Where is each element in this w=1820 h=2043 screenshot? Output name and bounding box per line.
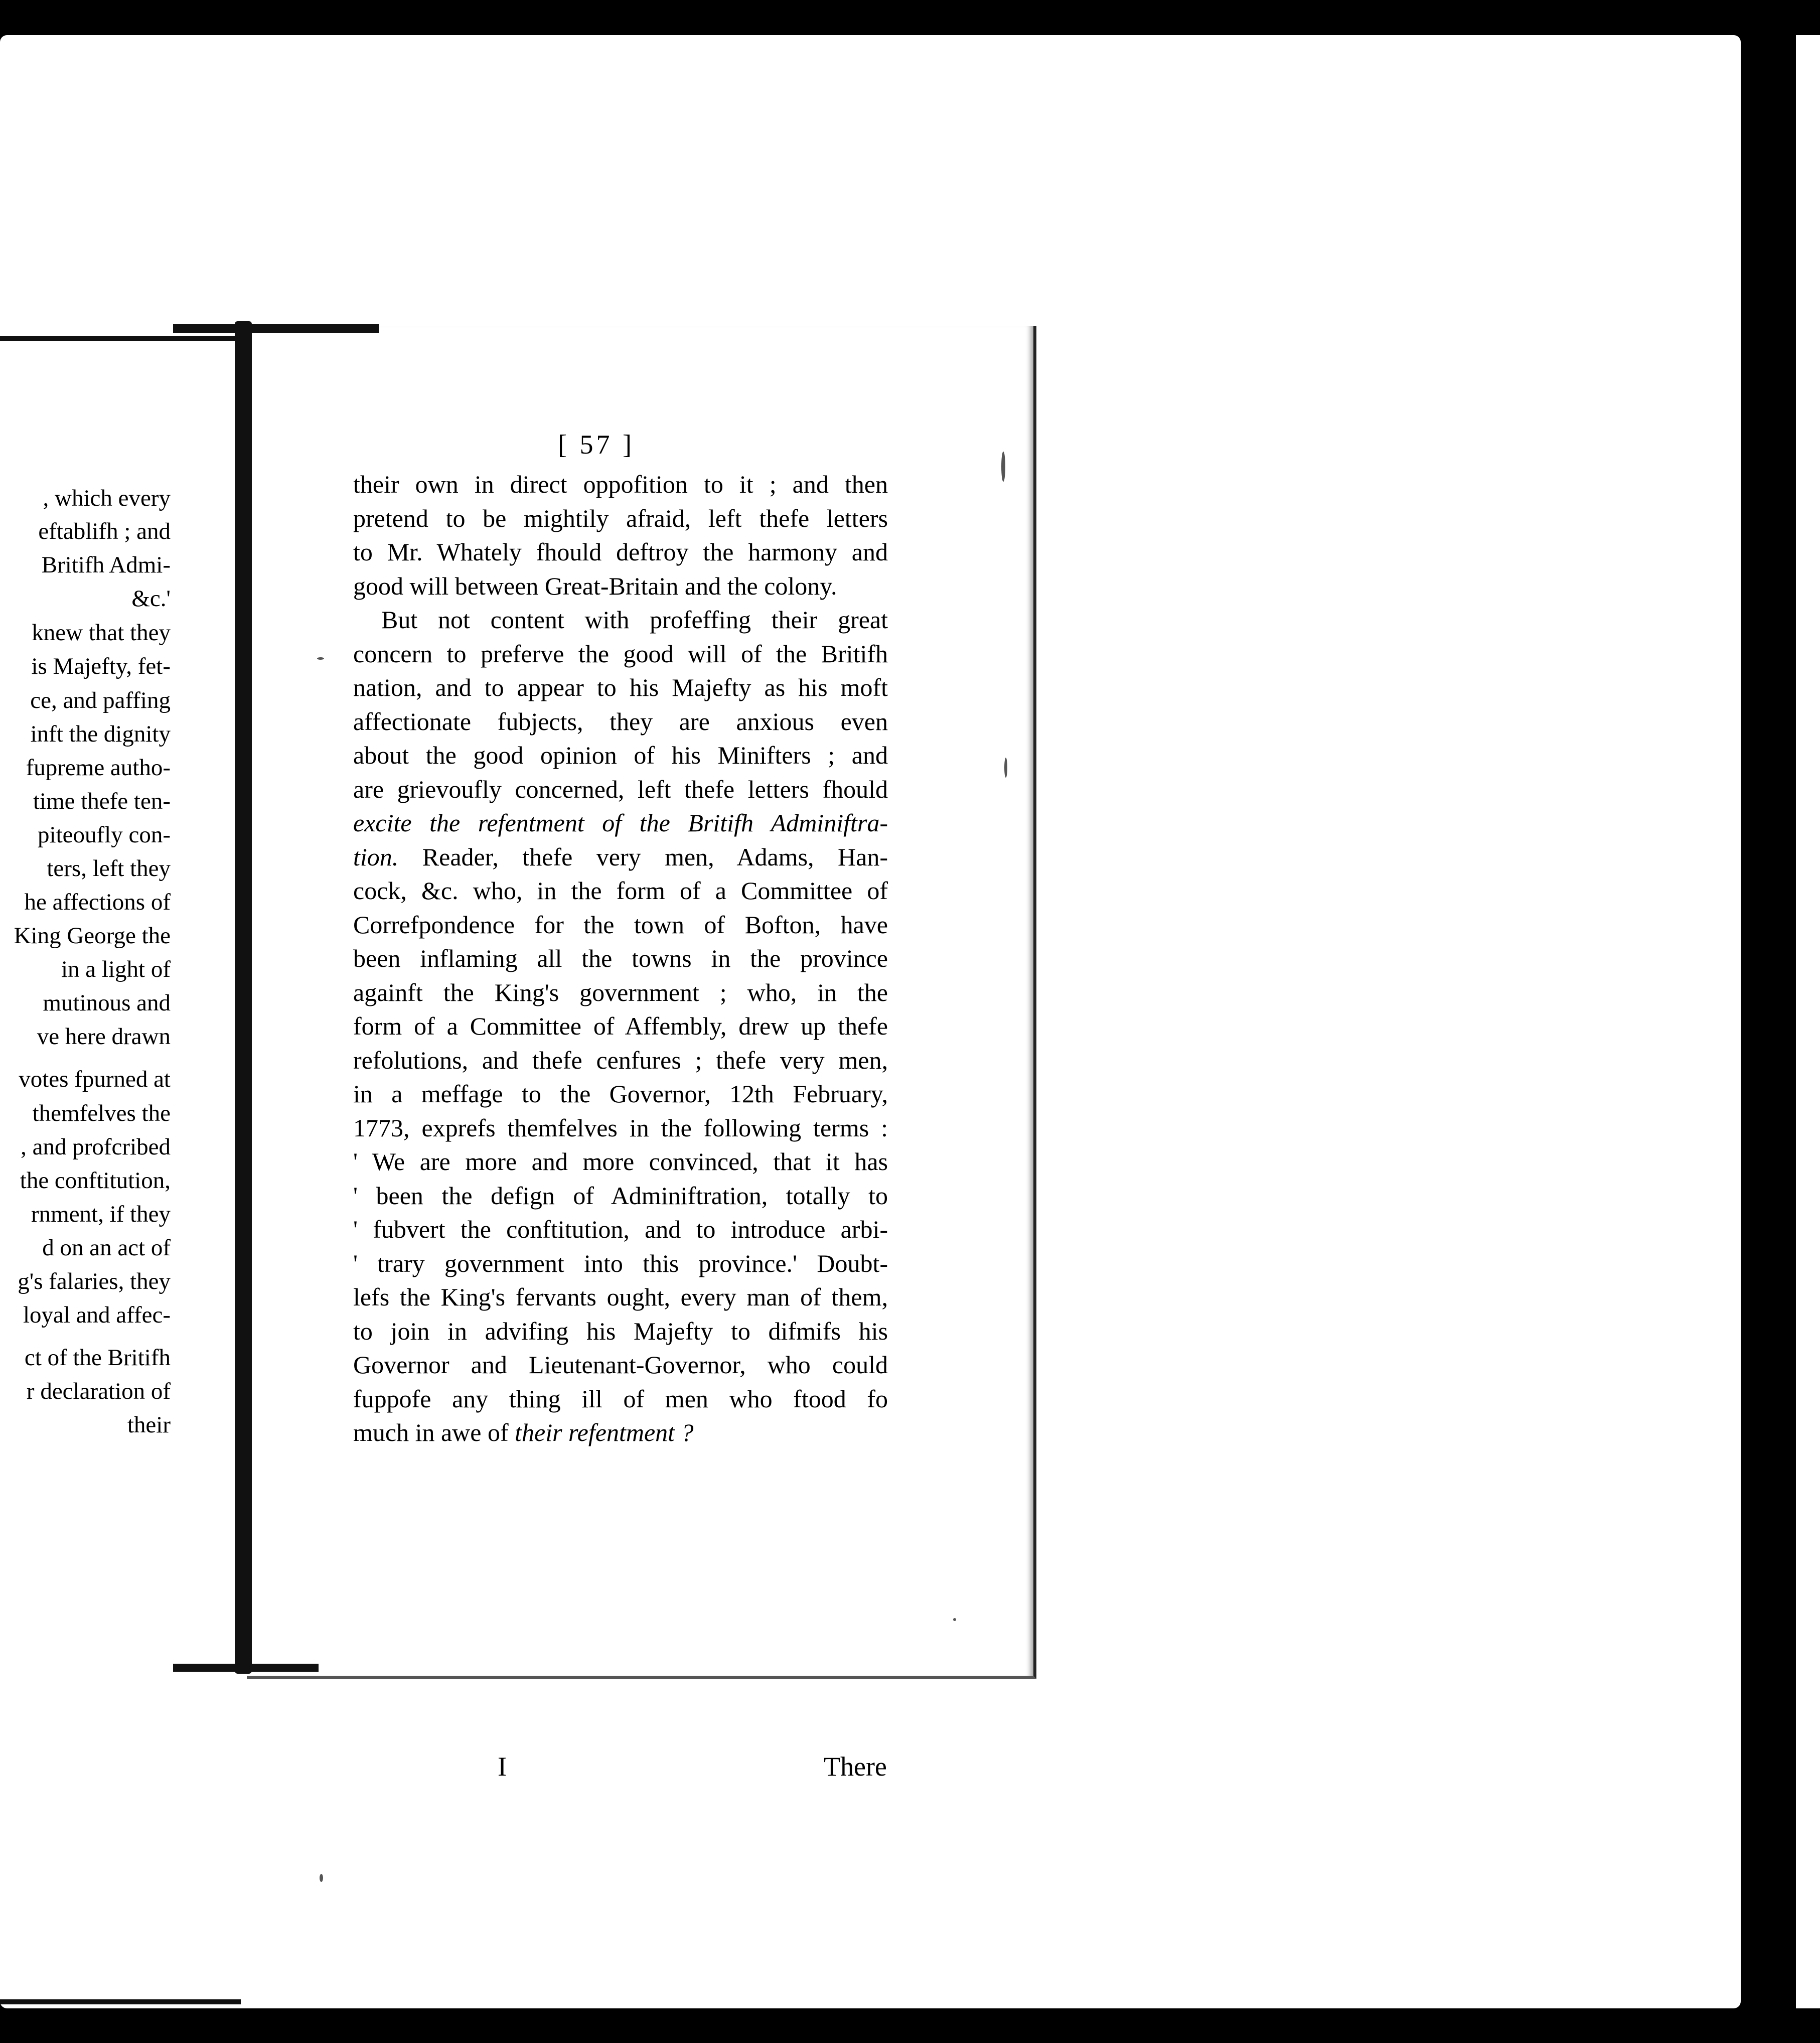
left-page-line: eftablifh ; and: [38, 518, 171, 544]
text-line: [353, 1213, 888, 1247]
page-edge-bottom: [173, 1664, 319, 1672]
text-line: [353, 1077, 888, 1111]
text-line: [353, 773, 888, 807]
left-page-line: mutinous and: [43, 990, 171, 1016]
text-span: in a meffage to the Governor, 12th February,: [353, 1080, 888, 1108]
text-line: [353, 874, 888, 908]
text-line: [353, 1348, 888, 1382]
left-page-line: ve here drawn: [37, 1024, 171, 1050]
text-line: [353, 705, 888, 739]
left-page-line: the conftitution,: [20, 1168, 171, 1194]
text-span: lefs the King's fervants ought, every man of them,: [353, 1283, 888, 1311]
left-page-line: rnment, if they: [31, 1201, 171, 1227]
text-span: form of a Committee of Affembly, drew up thefe: [353, 1012, 888, 1040]
text-span: Governor and Lieutenant-Governor, who could: [353, 1351, 888, 1379]
left-page-line: their: [127, 1412, 171, 1438]
text-span: cock, &c. who, in the form of a Committee of: [353, 877, 888, 905]
text-line: [353, 637, 888, 671]
text-line: [353, 976, 888, 1010]
text-line: [353, 671, 888, 705]
italic-text-span: excite the refentment of the Britifh Adminiftra-: [353, 809, 888, 837]
text-span: to join in advifing his Majefty to difmifs his: [353, 1317, 888, 1345]
text-line: [353, 1382, 888, 1416]
text-line: [353, 502, 888, 536]
right-page: [247, 326, 1036, 1782]
text-span: concern to preferve the good will of the Britifh: [353, 639, 888, 668]
left-page-line: piteoufly con-: [38, 822, 171, 848]
book-spread: [0, 321, 1038, 1782]
page-body-text: [353, 468, 888, 1450]
left-page-line: d on an act of: [42, 1235, 171, 1261]
left-page-line: g's falaries, they: [18, 1268, 171, 1294]
text-span: ' We are more and more convinced, that it has: [353, 1147, 888, 1176]
text-span: nation, and to appear to his Majefty as his moft: [353, 673, 888, 701]
text-span: 1773, exprefs themfelves in the following terms :: [353, 1113, 888, 1142]
text-line: [353, 569, 888, 604]
text-line: [353, 1179, 888, 1213]
text-span: much in awe of: [353, 1418, 515, 1446]
text-span: pretend to be mightily afraid, left thefe letters: [353, 504, 888, 532]
left-page-line: fupreme autho-: [26, 755, 171, 781]
text-span: Correfpondence for the town of Bofton, have: [353, 910, 888, 939]
left-page-line: inft the dignity: [30, 721, 171, 747]
text-span: been inflaming all the towns in the province: [353, 944, 888, 972]
left-page-line: votes fpurned at: [19, 1066, 171, 1092]
text-line: [353, 535, 888, 569]
left-page-line: ct of the Britifh: [24, 1345, 171, 1371]
adjacent-frame-edge: [1796, 35, 1820, 2008]
catchword: There: [824, 1752, 887, 1782]
text-line: [353, 1416, 888, 1450]
italic-text-span: tion.: [353, 842, 399, 871]
paper-speck: [1001, 452, 1005, 482]
text-line: [353, 739, 888, 773]
text-span: ' been the defign of Adminiftration, totally to: [353, 1181, 888, 1210]
left-page-line: he affections of: [24, 889, 171, 915]
signature-mark: I: [498, 1752, 507, 1782]
left-page-line: ters, left they: [47, 855, 171, 882]
text-span: ' trary government into this province.' Doubt-: [353, 1249, 888, 1277]
left-page-line: time thefe ten-: [33, 788, 171, 814]
text-span: But not content with profeffing their great: [381, 606, 888, 634]
left-page-line: Britifh Admi-: [41, 552, 171, 578]
left-page-line: , which every: [43, 485, 171, 511]
text-line: [353, 1315, 888, 1349]
page-number: [ 57 ]: [558, 429, 635, 460]
text-line: [353, 806, 888, 840]
left-page-line: &c.': [131, 586, 171, 612]
text-span: are grievoufly concerned, left thefe letters fhould: [353, 775, 888, 803]
left-page-line: r declaration of: [26, 1378, 171, 1404]
left-page-line: themfelves the: [32, 1100, 171, 1126]
text-line: [353, 908, 888, 942]
text-line: [353, 603, 888, 637]
text-line: [353, 942, 888, 976]
left-page-line: King George the: [14, 923, 171, 949]
text-span: refolutions, and thefe cenfures ; thefe very men,: [353, 1046, 888, 1074]
text-line: [353, 1280, 888, 1315]
text-span: fuppofe any thing ill of men who ftood fo: [353, 1384, 888, 1413]
paper-speck: [1004, 758, 1007, 778]
text-line: [353, 1009, 888, 1044]
paper-speck: [953, 1618, 956, 1621]
text-line: [353, 840, 888, 874]
text-span: to Mr. Whately fhould deftroy the harmony and: [353, 538, 888, 566]
left-page-line: in a light of: [61, 956, 171, 982]
left-page-line: , and profcribed: [21, 1134, 171, 1160]
italic-text-span: their refentment ?: [515, 1418, 694, 1446]
left-page-line: knew that they: [32, 620, 171, 646]
text-span: againft the King's government ; who, in the: [353, 978, 888, 1006]
text-span: their own in direct oppofition to it ; and then: [353, 470, 888, 498]
book-gutter: [235, 321, 252, 1674]
left-page-line: ce, and paffing: [30, 687, 171, 713]
text-span: Reader, thefe very men, Adams, Han-: [398, 842, 888, 871]
paper-speck: [317, 657, 324, 660]
text-span: affectionate fubjects, they are anxious even: [353, 707, 888, 736]
left-page: [0, 336, 241, 2004]
text-line: [353, 1044, 888, 1078]
text-line: [353, 1111, 888, 1145]
page-edge-top: [173, 324, 379, 333]
left-page-line: loyal and affec-: [23, 1302, 171, 1328]
text-line: [353, 468, 888, 502]
text-span: about the good opinion of his Minifters ; and: [353, 741, 888, 769]
left-page-line: is Majefty, fet-: [31, 653, 171, 679]
text-span: good will between Great-Britain and the colony.: [353, 571, 837, 600]
text-line: [353, 1247, 888, 1281]
paper-speck: [320, 1874, 323, 1882]
text-span: ' fubvert the conftitution, and to introduce arbi-: [353, 1215, 888, 1243]
text-line: [353, 1145, 888, 1179]
